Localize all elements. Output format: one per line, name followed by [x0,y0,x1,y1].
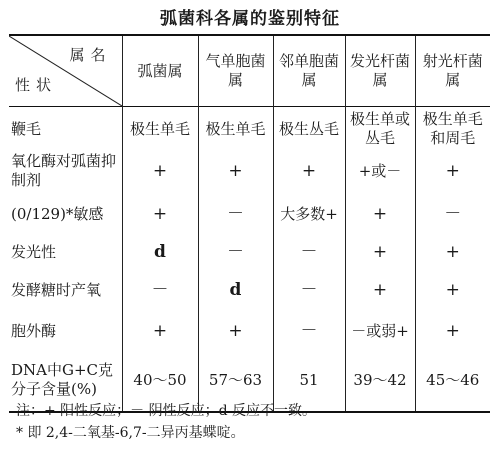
table-row [9,107,490,152]
table-cell: + [122,313,198,349]
table-cell: d [122,237,198,267]
table-cell: + [198,151,273,191]
table-cell: + [345,191,415,237]
row-label-oxidase: 氧化酶对弧菌抑制剂 [11,152,117,189]
table-cell: － [273,267,345,313]
genus-header-lucibacterium: 射光杆菌属 [415,35,490,107]
genus-header-plesiomonas: 邻单胞菌属 [273,35,345,107]
table-row [9,313,490,349]
table-cell: 51 [273,349,345,412]
row-label-fermentation-gas: 发酵糖时产氧 [11,280,102,299]
footnotes [16,400,316,444]
table-cell: 40～50 [122,349,198,412]
row-label-o129-sensitivity: (0/129)*敏感 [11,204,104,223]
table-cell: +或－ [345,151,415,191]
table-title: 弧菌科各属的鉴别特征 [160,9,340,29]
table-cell: － [198,191,273,237]
table-cell: + [345,267,415,313]
table-row [9,151,490,191]
table-cell: 极生丛毛 [273,107,345,152]
genus-header-aeromonas: 气单胞菌属 [198,35,273,107]
table-cell: 39～42 [345,349,415,412]
table-cell: d [198,267,273,313]
row-label-luminescence: 发光性 [11,242,57,261]
table-cell: － [122,267,198,313]
header-trait-label: 性状 [15,76,58,94]
table-cell: 极生单或丛毛 [345,107,415,152]
row-label-gc-content: DNA中G+C克分子含量(%) [11,361,114,398]
table-cell: － [273,237,345,267]
table-cell: 极生单毛 [198,107,273,152]
table-cell: 45～46 [415,349,490,412]
table-cell: + [415,267,490,313]
header-row [9,35,490,107]
genus-header-photobacterium: 发光杆菌属 [345,35,415,107]
table-cell: 极生单毛 [122,107,198,152]
table-cell: － [273,313,345,349]
table-cell: － [415,191,490,237]
table-cell: －或弱+ [345,313,415,349]
table-cell: + [345,237,415,267]
table-cell: + [122,191,198,237]
table-cell: 57～63 [198,349,273,412]
footnote-legend: 注：+ 阳性反应；－ 阴性反应；d 反应不一致。 [16,403,317,419]
footnote-asterisk: * 即 2,4-二氧基-6,7-二异丙基蝶啶。 [16,425,245,441]
table-cell: + [415,237,490,267]
table-cell: + [198,313,273,349]
table-row [9,267,490,313]
table-cell: + [415,313,490,349]
table-row [9,191,490,237]
header-corner-cell [9,35,122,107]
table-cell: + [122,151,198,191]
table-cell: + [415,151,490,191]
table-row [9,237,490,267]
table-cell: 大多数+ [273,191,345,237]
identification-table [9,34,490,413]
table-cell: + [273,151,345,191]
header-genus-label: 属名 [69,46,112,64]
table-cell: － [198,237,273,267]
row-label-exoenzyme: 胞外酶 [11,321,57,340]
row-label-flagella: 鞭毛 [11,119,42,138]
table-cell: 极生单毛和周毛 [415,107,490,152]
genus-header-vibrio: 弧菌属 [122,35,198,107]
